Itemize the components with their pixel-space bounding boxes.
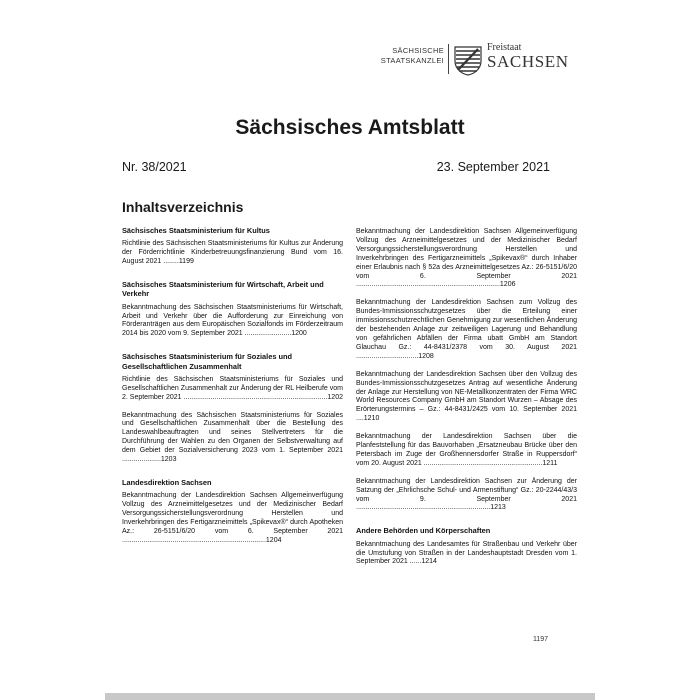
toc-entry: Bekanntmachung des Landesamtes für Straßenbau und Verkehr über die Umstufung von Straßen in der Landeshauptstadt Dresden vom 1. September 2021 ......1214 — [356, 540, 577, 566]
logo-left-line-1: SÄCHSISCHE — [392, 46, 444, 55]
toc-section-heading: Landesdirektion Sachsen — [122, 477, 212, 487]
toc-section-heading: Andere Behörden und Körperschaften — [356, 526, 491, 536]
toc-section-heading: Sächsisches Staatsministerium für Kultus — [122, 226, 270, 235]
logo-left-line-2: STAATSKANZLEI — [380, 56, 444, 65]
toc-entry: Richtlinie des Sächsischen Staatsministeriums für Kultus zur Änderung der Förderrichtlinie Kinderbetreuungsfinanzierung Bund vom 16. August 2021 ........1199 — [122, 240, 343, 266]
document-title: Sächsisches Amtsblatt — [235, 116, 465, 139]
toc-right-column — [356, 228, 577, 567]
toc-left-column — [122, 226, 343, 546]
toc-entry: Bekanntmachung der Landesdirektion Sachsen über die Planfeststellung für das Bauvorhaben „Ersatzneubau Brücke über den Petersbach im Zuge der Großhennersdorfer Straße in Ruppersdorf“ vom 20. August 2021 .............................................................1211 — [356, 433, 577, 467]
toc-entry: Bekanntmachung der Landesdirektion Sachsen Allgemeinverfügung Vollzug des Arzneimittelgesetzes und der Medizinischer Bedarf Versorgungssicherstellungsverordnung Herstellen und Inverkehrbringen des Fertigarzneimittels „Spikevax®“ durch Inhaber einer Erlaubnis nach § 52a des Arzneimittelgesetzes Az.: 26-5151/6/20 vom 6. September 2021 ..........................................................................1206 — [356, 228, 577, 289]
logo-staatskanzlei-text — [381, 46, 444, 66]
toc-entry: Bekanntmachung der Landesdirektion Sachsen Allgemeinverfügung Vollzug des Arzneimittelgesetzes und der Medizinischer Bedarf Versorgungssicherstellungsverordnung Herstellen und Inverkehrbringen des Fertigarzneimittels „Spikevax®“ durch Apotheken Az.: 26-5151/6/20 vom 6. September 2021 ..........................................................................1204 — [122, 492, 343, 544]
saxony-coat-of-arms-icon — [453, 46, 483, 76]
page-number: 1197 — [532, 636, 548, 643]
issue-number: Nr. 38/2021 — [122, 160, 187, 174]
page-edge-shadow — [105, 693, 595, 700]
toc-entry: Bekanntmachung der Landesdirektion Sachsen zur Änderung der Satzung der „Ehrlichsche Schul- und Armenstiftung“ Gz.: 20-2244/43/3 vom 9. September 2021 .....................................................................1213 — [356, 477, 577, 512]
logo-freistaat-text: Freistaat — [487, 42, 522, 53]
saxony-state-chancellery-logo — [380, 42, 569, 78]
toc-section-heading: Sächsisches Staatsministerium für Soziales und Gesellschaftlichen Zusammenhalt — [122, 352, 293, 371]
logo-sachsen-text: SACHSEN — [487, 52, 569, 71]
toc-entry: Richtlinie des Sächsischen Staatsministeriums für Soziales und Gesellschaftlichen Zusammenhalt zur Änderung der RL Heilberufe vom 2. September 2021 ..........................................................................1202 — [122, 375, 343, 401]
toc-entry: Bekanntmachung des Sächsischen Staatsministeriums für Wirtschaft, Arbeit und Verkehr über die Aufforderung zur Einreichung von Förderanträgen aus dem Europäischen Sozialfonds im Förderzeitraum 2014 bis 2020 vom 9. September 2021 ........................1200 — [122, 303, 343, 338]
toc-entry: Bekanntmachung des Sächsischen Staatsministeriums für Soziales und Gesellschaftlichen Zusammenhalt über die Bestellung des Landeswahlbeauftragten und seines Stellvertreters für die Durchführung der Wahlen zu den Organen der Selbstverwaltung auf dem Gebiet der Sozialversicherung 2023 vom 1. September 2021 ....................1203 — [122, 411, 343, 464]
toc-section-heading: Sächsisches Staatsministerium für Wirtschaft, Arbeit und Verkehr — [122, 280, 324, 299]
toc-heading: Inhaltsverzeichnis — [122, 199, 244, 215]
issue-date: 23. September 2021 — [436, 160, 550, 174]
toc-entry: Bekanntmachung der Landesdirektion Sachsen über den Vollzug des Bundes-Immissionsschutzgesetzes Antrag auf wesentliche Änderung der Anlage zur Herstellung von NE-Metallkonzentraten der Firma WRC World Resources Company GmbH am Standort Wurzen – Absage des Erörterungstermins – Gz.: 44-8431/2425 vom 10. September 2021 ....1210 — [356, 370, 577, 423]
toc-entry: Bekanntmachung der Landesdirektion Sachsen zum Vollzug des Bundes-Immissionsschutzgesetzes über die Erteilung einer immissionsschutzrechtlichen Genehmigung zur wesentlichen Änderung der bestehenden Anlage zur zeitweiligen Lagerung und Behandlung von gefährlichen Abfällen der Firma ubatt GmbH am Standort Glauchau Gz.: 44-8431/2378 vom 30. August 2021 ................................1208 — [356, 299, 578, 360]
logo-divider — [448, 44, 449, 74]
